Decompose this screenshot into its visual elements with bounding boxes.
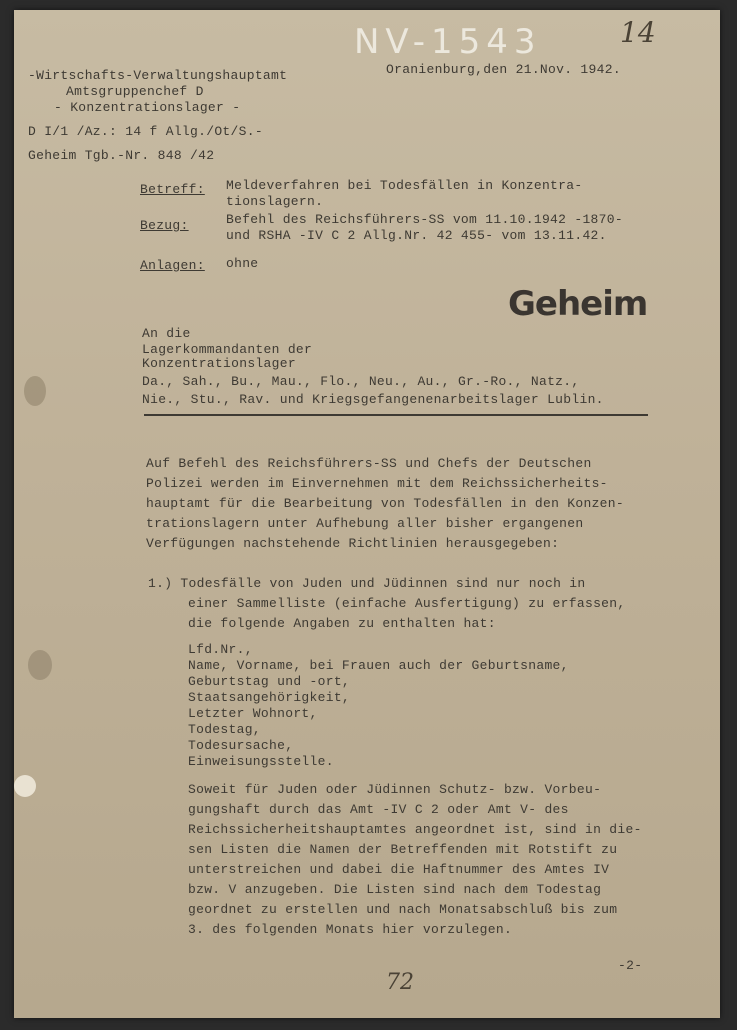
intro-line-4: trationslagern unter Aufhebung aller bisher ergangenen [146, 516, 584, 531]
recipient-underline [144, 414, 648, 416]
page-number-handwritten: 72 [386, 970, 414, 995]
corner-number-handwritten: 14 [620, 16, 656, 49]
paragraph-line-8: 3. des folgenden Monats hier vorzulegen. [188, 922, 513, 937]
secret-stamp: Geheim [508, 284, 648, 324]
intro-line-1: Auf Befehl des Reichsführers-SS und Chefs der Deutschen [146, 456, 592, 471]
intro-line-3: hauptamt für die Bearbeitung von Todesfällen in den Konzen- [146, 496, 624, 511]
attachments-label: Anlagen: [140, 258, 205, 273]
reference-label: Bezug: [140, 218, 189, 233]
subject-label: Betreff: [140, 182, 205, 197]
paragraph-line-3: Reichssicherheitshauptamtes angeordnet ist, sind in die- [188, 822, 642, 837]
place-date: Oranienburg,den 21.Nov. 1942. [386, 62, 621, 77]
list-item: Name, Vorname, bei Frauen auch der Geburtsname, [188, 658, 569, 673]
recipient-line-1: An die [142, 326, 191, 341]
paragraph-line-1: Soweit für Juden oder Jüdinnen Schutz- bzw. Vorbeu- [188, 782, 602, 797]
item-1-line-1: 1.) Todesfälle von Juden und Jüdinnen sind nur noch in [148, 576, 586, 591]
recipient-line-5: Nie., Stu., Rav. und Kriegsgefangenenarbeitslager Lublin. [142, 392, 604, 407]
paragraph-line-7: geordnet zu erstellen und nach Monatsabschluß bis zum [188, 902, 618, 917]
intro-line-2: Polizei werden im Einvernehmen mit dem Reichssicherheits- [146, 476, 608, 491]
list-item: Einweisungsstelle. [188, 754, 334, 769]
file-number-handwritten: NV-1543 [354, 22, 542, 62]
list-item: Staatsangehörigkeit, [188, 690, 351, 705]
list-item: Todestag, [188, 722, 261, 737]
office-line-1: -Wirtschafts-Verwaltungshauptamt [28, 68, 288, 83]
subject-line-2: tionslagern. [226, 194, 324, 209]
item-1-line-2: einer Sammelliste (einfache Ausfertigung) zu erfassen, [188, 596, 626, 611]
punch-hole-top [24, 376, 46, 406]
reference-line-1: Befehl des Reichsführers-SS vom 11.10.1942 -1870- [226, 212, 623, 227]
attachments-value: ohne [226, 256, 259, 271]
punch-hole-bottom [14, 775, 36, 797]
office-line-3: - Konzentrationslager - [54, 100, 241, 115]
office-line-2: Amtsgruppenchef D [66, 84, 204, 99]
paragraph-line-6: bzw. V anzugeben. Die Listen sind nach dem Todestag [188, 882, 602, 897]
page-marker: -2- [618, 958, 643, 973]
recipient-line-2: Lagerkommandanten der [142, 342, 313, 357]
paragraph-line-2: gungshaft durch das Amt -IV C 2 oder Amt V- des [188, 802, 569, 817]
subject-line-1: Meldeverfahren bei Todesfällen in Konzentra- [226, 178, 583, 193]
list-item: Lfd.Nr., [188, 642, 253, 657]
list-item: Todesursache, [188, 738, 294, 753]
item-1-line-3: die folgende Angaben zu enthalten hat: [188, 616, 496, 631]
list-item: Letzter Wohnort, [188, 706, 318, 721]
recipient-line-3: Konzentrationslager [142, 356, 296, 371]
reference-number: D I/1 /Az.: 14 f Allg./Ot/S.- [28, 124, 263, 139]
secret-diary-number: Geheim Tgb.-Nr. 848 /42 [28, 148, 215, 163]
paragraph-line-4: sen Listen die Namen der Betreffenden mit Rotstift zu [188, 842, 618, 857]
recipient-line-4: Da., Sah., Bu., Mau., Flo., Neu., Au., Gr.-Ro., Natz., [142, 374, 580, 389]
intro-line-5: Verfügungen nachstehende Richtlinien herausgegeben: [146, 536, 560, 551]
document-page [14, 10, 720, 1018]
reference-line-2: und RSHA -IV C 2 Allg.Nr. 42 455- vom 13.11.42. [226, 228, 607, 243]
punch-hole-middle [28, 650, 52, 680]
list-item: Geburtstag und -ort, [188, 674, 351, 689]
paragraph-line-5: unterstreichen und dabei die Haftnummer des Amtes IV [188, 862, 610, 877]
